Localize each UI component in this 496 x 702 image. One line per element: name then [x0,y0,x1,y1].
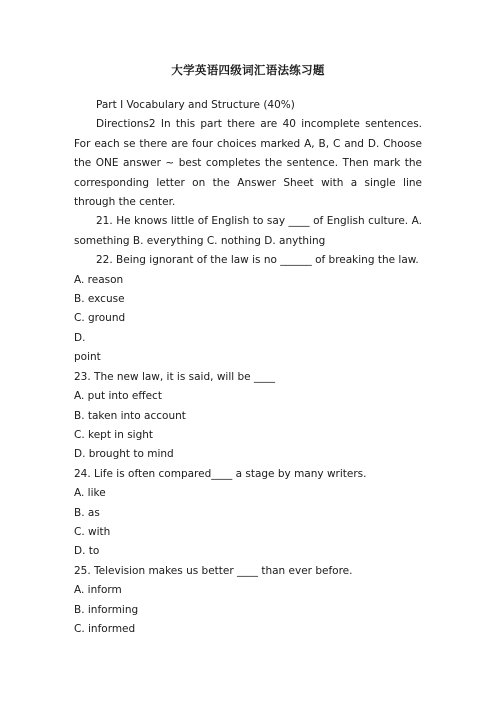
question-23-option-c: C. kept in sight [74,428,154,441]
directions-paragraph: Directions2 In this part there are 40 incomplete sentences. For each se there are four choices marked A, B, C and D. Choose the ONE answer ~ best completes the sentence. Then mark the corresponding letter on the Answer Sheet with a single line through the center. [74,118,422,209]
question-25-option-c: C. informed [74,622,136,635]
question-25-option-b: B. informing [74,603,139,616]
question-24-stem: 24. Life is often compared____ a stage by many writers. [74,467,367,480]
question-22-option-c: C. ground [74,312,126,325]
question-21: 21. He knows little of English to say ____ of English culture. A. something B. everything C. nothing D. anything [74,215,422,247]
question-23-stem: 23. The new law, it is said, will be ____ [74,370,275,383]
document-title: 大学英语四级词汇语法练习题 [171,63,325,77]
question-22-option-b: B. excuse [74,293,125,306]
question-24-option-c: C. with [74,525,111,538]
question-23-option-d: D. brought to mind [74,448,174,461]
question-24-option-a: A. like [74,487,106,500]
question-25-option-a: A. inform [74,584,122,597]
question-22-option-a: A. reason [74,273,124,286]
part-heading: Part I Vocabulary and Structure (40%) [96,99,295,111]
question-24-option-d: D. to [74,545,100,558]
question-23-option-b: B. taken into account [74,409,186,422]
question-23-option-a: A. put into effect [74,390,162,403]
question-22-stem: 22. Being ignorant of the law is no ______ of breaking the law. [96,254,419,267]
question-24-option-b: B. as [74,506,100,519]
question-22-option-d-text: point [74,351,101,364]
question-22-option-d: D. [74,331,86,344]
question-25-stem: 25. Television makes us better ____ than ever before. [74,564,353,577]
